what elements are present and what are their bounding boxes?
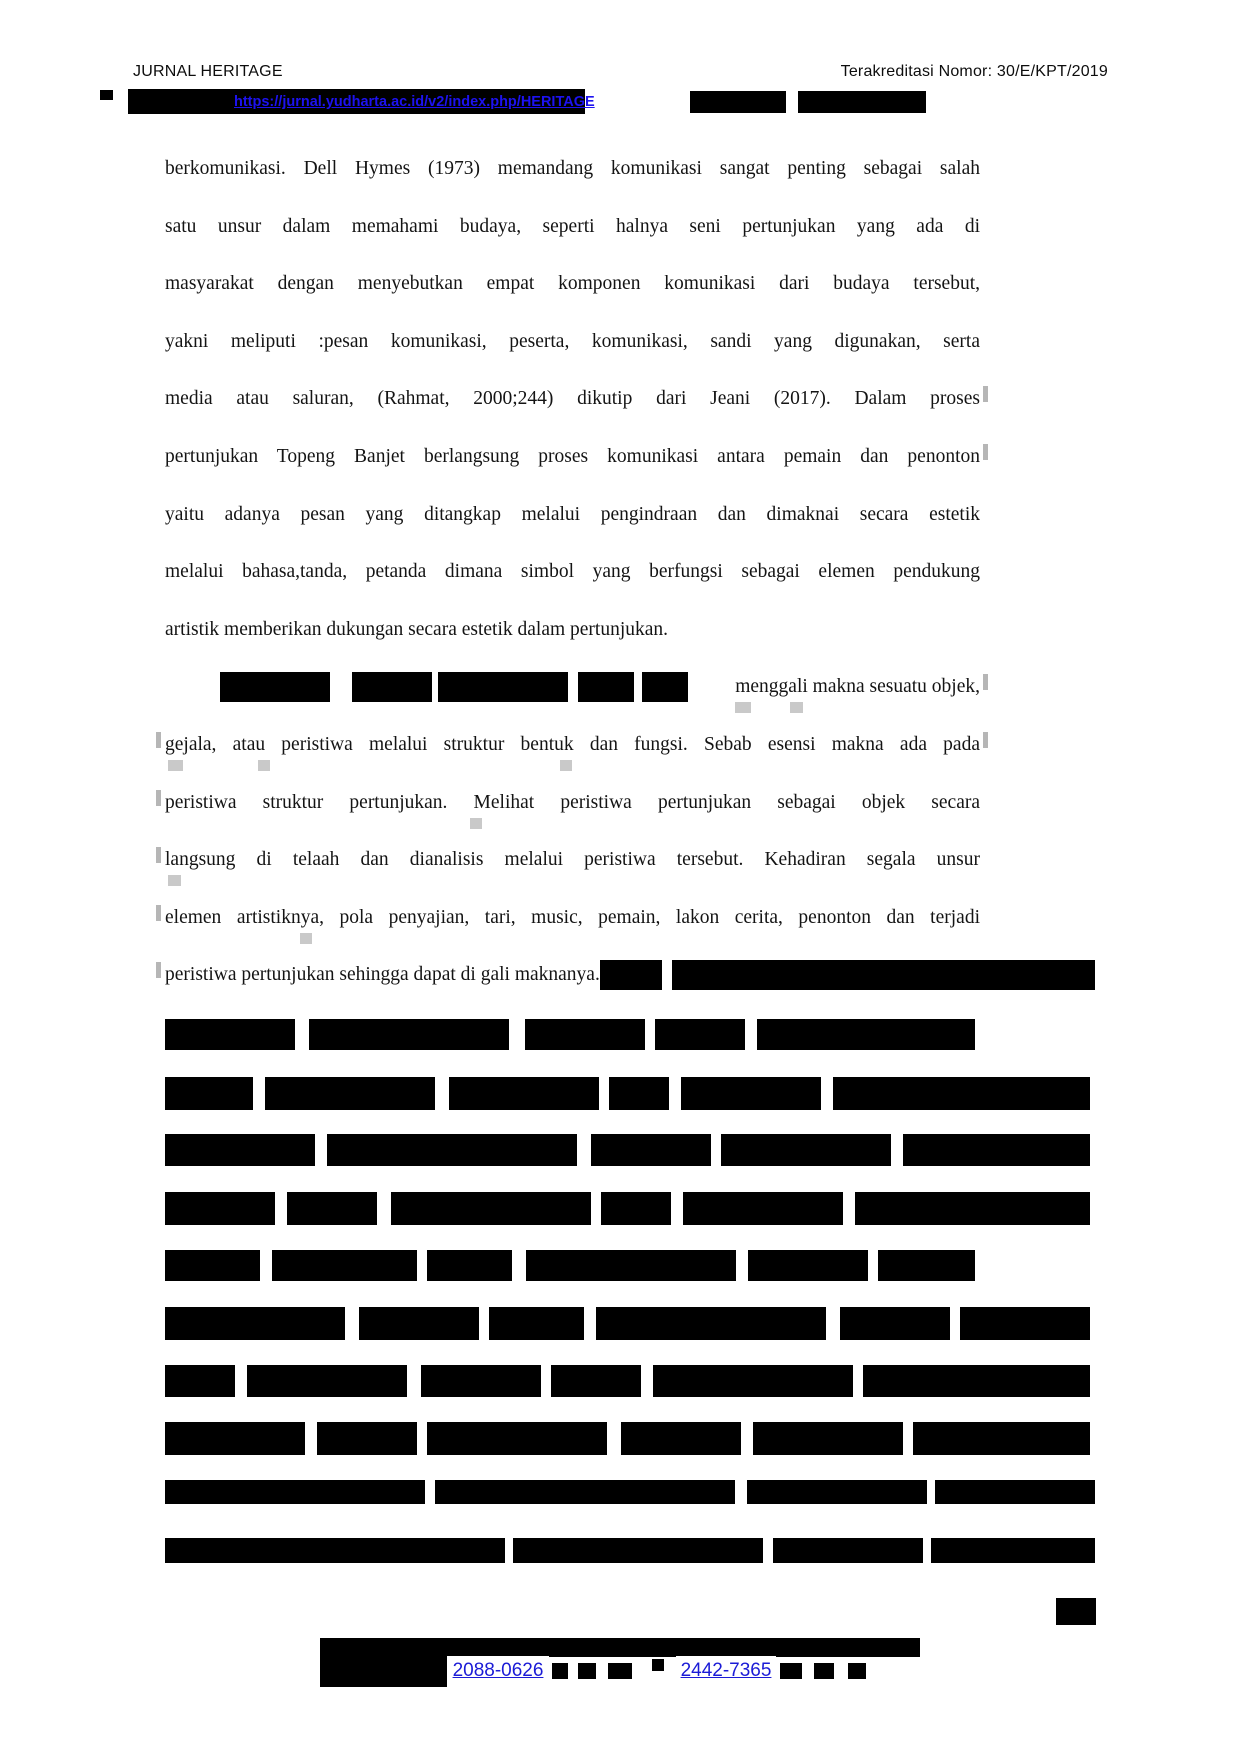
body-line: masyarakat dengan menyebutkan empat komponen komunikasi dari budaya tersebut, [165,273,980,295]
redaction-segment [165,1422,305,1455]
journal-url-link[interactable]: https://jurnal.yudharta.ac.id/v2/index.php/HERITAGE [234,94,595,110]
redaction-segment [165,1480,425,1504]
margin-mark [983,674,988,690]
redaction-segment [165,1538,505,1563]
redacted-line [165,1134,1090,1166]
redaction-blob [220,672,330,702]
margin-mark [983,386,988,402]
text-smudge [168,760,183,771]
journal-title: JURNAL HERITAGE [133,63,283,80]
redaction-segment [683,1192,843,1225]
redaction-segment [165,1307,345,1340]
redaction-segment [747,1480,927,1504]
redaction-blob [600,960,662,990]
redaction-blob [642,672,688,702]
redaction-segment [601,1192,671,1225]
redaction-segment [165,1077,253,1110]
redaction-segment [551,1365,641,1397]
issn-online-link[interactable]: 2442-7365 [676,1656,776,1687]
redaction-segment [165,1192,275,1225]
redaction-segment [609,1077,669,1110]
redaction-blob [672,960,1095,990]
redaction-segment [878,1250,975,1281]
body-line: berkomunikasi. Dell Hymes (1973) memandang komunikasi sangat penting sebagai salah [165,158,980,179]
footer-blob-3 [608,1663,632,1679]
redaction-segment [855,1192,1090,1225]
redaction-segment [165,1019,295,1050]
redacted-line [165,1422,1090,1455]
redaction-segment [748,1250,868,1281]
text-smudge [168,875,181,886]
footer-blob-1 [552,1663,568,1679]
margin-mark [983,444,988,460]
margin-mark [156,790,161,806]
body-line: pertunjukan Topeng Banjet berlangsung proses komunikasi antara pemain dan penonton [165,446,980,467]
footer-redaction-line-1 [320,1638,920,1657]
footer-blob-2 [578,1663,596,1679]
redaction-segment [526,1250,736,1281]
redaction-segment [247,1365,407,1397]
redaction-segment [721,1134,891,1166]
text-smudge [735,702,751,713]
redacted-line [165,1538,1095,1563]
body-line: peristiwa struktur pertunjukan. Melihat peristiwa pertunjukan sebagai objek secara [165,791,980,813]
redacted-line [165,1077,1090,1110]
text-smudge [258,760,270,771]
redaction-segment [435,1480,735,1504]
redacted-line [165,1019,975,1050]
body-line: gejala, atau peristiwa melalui struktur bentuk dan fungsi. Sebab esensi makna ada pada [165,734,980,755]
redaction-segment [165,1365,235,1397]
accreditation-number: Terakreditasi Nomor: 30/E/KPT/2019 [840,63,1108,80]
header-redaction-right-2 [798,91,926,113]
redaction-blob [352,672,432,702]
redaction-segment [359,1307,479,1340]
redacted-line [165,1480,1095,1504]
redacted-line [165,1250,975,1281]
redaction-segment [525,1019,645,1050]
redaction-segment [309,1019,509,1050]
redaction-segment [935,1480,1095,1504]
redaction-segment [513,1538,763,1563]
body-line-text: peristiwa pertunjukan sehingga dapat di gali maknanya. [165,964,600,986]
text-smudge [300,933,312,944]
body-line [165,658,980,716]
body-line: media atau saluran, (Rahmat, 2000;244) dikutip dari Jeani (2017). Dalam proses [165,388,980,410]
redaction-segment [773,1538,923,1563]
body-line: melalui bahasa,tanda, petanda dimana simbol yang berfungsi sebagai elemen pendukung [165,561,980,583]
footer-blob-4 [652,1659,664,1671]
redaction-segment [655,1019,745,1050]
page-number-redaction [1056,1598,1096,1625]
redaction-blob [578,672,634,702]
redaction-segment [287,1192,377,1225]
body-line: elemen artistiknya, pola penyajian, tari, music, pemain, lakon cerita, penonton dan terjadi [165,906,980,928]
text-smudge [560,760,572,771]
footer-blob-6 [814,1663,834,1679]
redaction-segment [391,1192,591,1225]
redaction-blob [438,672,568,702]
redaction-segment [681,1077,821,1110]
redaction-segment [317,1422,417,1455]
margin-mark [983,732,988,748]
redaction-segment [165,1250,260,1281]
footer-blob-7 [848,1663,866,1679]
footer-blob-5 [780,1663,802,1679]
redaction-segment [833,1077,1090,1110]
text-smudge [790,702,803,713]
body-line: yakni meliputi :pesan komunikasi, peserta, komunikasi, sandi yang digunakan, serta [165,330,980,352]
redaction-segment [753,1422,903,1455]
redaction-segment [757,1019,975,1050]
redaction-segment [863,1365,1090,1397]
redaction-segment [591,1134,711,1166]
redaction-segment [489,1307,584,1340]
margin-mark [156,847,161,863]
redaction-segment [165,1134,315,1166]
redaction-segment [931,1538,1095,1563]
header-redaction-left-tick [100,90,113,100]
redaction-segment [596,1307,826,1340]
redaction-segment [621,1422,741,1455]
body-line [165,946,1095,1004]
redaction-segment [265,1077,435,1110]
margin-mark [156,732,161,748]
redaction-segment [449,1077,599,1110]
body-line: langsung di telaah dan dianalisis melalui peristiwa tersebut. Kehadiran segala unsur [165,849,980,871]
redacted-line [165,1307,1090,1340]
redaction-segment [272,1250,417,1281]
redaction-segment [427,1422,607,1455]
body-line-text: menggali makna sesuatu objek, [735,676,980,698]
text-smudge [470,818,482,829]
redacted-line [165,1365,1090,1397]
redaction-segment [903,1134,1090,1166]
redaction-segment [327,1134,577,1166]
footer-redaction-left [320,1656,448,1687]
issn-print-link[interactable]: 2088-0626 [447,1656,549,1687]
margin-mark [156,905,161,921]
redaction-segment [653,1365,853,1397]
redaction-segment [421,1365,541,1397]
body-line: artistik memberikan dukungan secara estetik dalam pertunjukan. [165,618,669,640]
redaction-segment [960,1307,1090,1340]
redaction-segment [840,1307,950,1340]
body-line: yaitu adanya pesan yang ditangkap melalui pengindraan dan dimaknai secara estetik [165,503,980,525]
body-line: satu unsur dalam memahami budaya, seperti halnya seni pertunjukan yang ada di [165,215,980,237]
header-redaction-right-1 [690,91,786,113]
redaction-segment [427,1250,512,1281]
redaction-segment [913,1422,1090,1455]
redacted-line [165,1192,1090,1225]
margin-mark [156,962,161,978]
